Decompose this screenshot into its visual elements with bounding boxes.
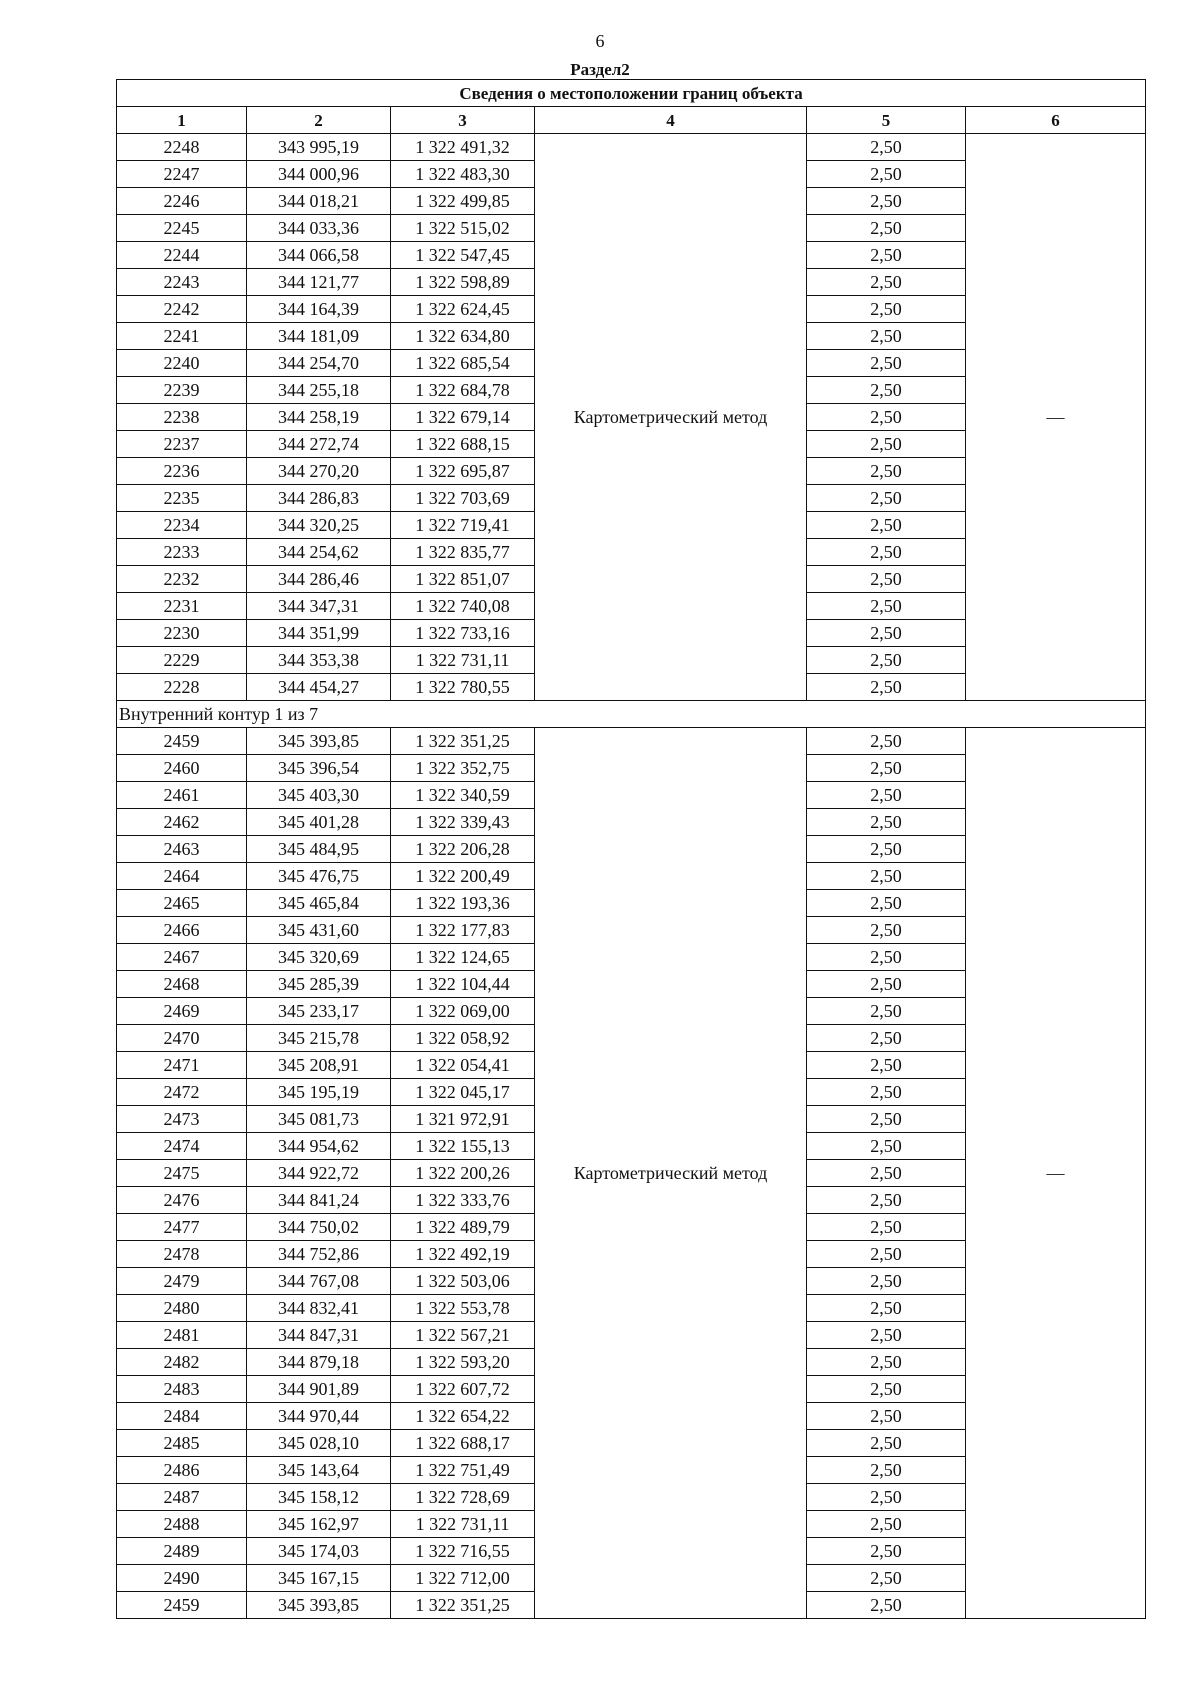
accuracy-value: 2,50 bbox=[807, 1565, 966, 1592]
coordinate-y: 1 322 515,02 bbox=[391, 215, 535, 242]
coordinate-y: 1 322 155,13 bbox=[391, 1133, 535, 1160]
point-number: 2481 bbox=[117, 1322, 247, 1349]
point-number: 2237 bbox=[117, 431, 247, 458]
accuracy-value: 2,50 bbox=[807, 296, 966, 323]
coordinate-x: 345 401,28 bbox=[247, 809, 391, 836]
coordinate-y: 1 322 567,21 bbox=[391, 1322, 535, 1349]
accuracy-value: 2,50 bbox=[807, 917, 966, 944]
coordinate-x: 344 033,36 bbox=[247, 215, 391, 242]
accuracy-value: 2,50 bbox=[807, 242, 966, 269]
coordinate-y: 1 322 200,49 bbox=[391, 863, 535, 890]
coordinate-x: 345 143,64 bbox=[247, 1457, 391, 1484]
coordinate-x: 343 995,19 bbox=[247, 134, 391, 161]
point-number: 2490 bbox=[117, 1565, 247, 1592]
accuracy-value: 2,50 bbox=[807, 1349, 966, 1376]
coordinate-y: 1 322 733,16 bbox=[391, 620, 535, 647]
point-number: 2488 bbox=[117, 1511, 247, 1538]
method-cell: Картометрический метод bbox=[535, 134, 807, 701]
accuracy-value: 2,50 bbox=[807, 512, 966, 539]
point-number: 2239 bbox=[117, 377, 247, 404]
coordinate-x: 344 258,19 bbox=[247, 404, 391, 431]
point-number: 2468 bbox=[117, 971, 247, 998]
accuracy-value: 2,50 bbox=[807, 1241, 966, 1268]
coordinate-x: 345 476,75 bbox=[247, 863, 391, 890]
column-header-4: 4 bbox=[535, 107, 807, 134]
contour-label-row bbox=[117, 701, 1146, 728]
coordinate-y: 1 322 751,49 bbox=[391, 1457, 535, 1484]
coordinate-x: 344 841,24 bbox=[247, 1187, 391, 1214]
accuracy-value: 2,50 bbox=[807, 161, 966, 188]
point-number: 2465 bbox=[117, 890, 247, 917]
point-number: 2459 bbox=[117, 728, 247, 755]
coordinate-x: 344 272,74 bbox=[247, 431, 391, 458]
table-caption: Сведения о местоположении границ объекта bbox=[117, 80, 1146, 107]
coordinate-y: 1 322 340,59 bbox=[391, 782, 535, 809]
coordinate-y: 1 322 200,26 bbox=[391, 1160, 535, 1187]
accuracy-value: 2,50 bbox=[807, 728, 966, 755]
point-number: 2471 bbox=[117, 1052, 247, 1079]
accuracy-value: 2,50 bbox=[807, 1106, 966, 1133]
coordinate-x: 344 752,86 bbox=[247, 1241, 391, 1268]
column-6-cell: — bbox=[966, 134, 1146, 701]
accuracy-value: 2,50 bbox=[807, 1592, 966, 1619]
accuracy-value: 2,50 bbox=[807, 1376, 966, 1403]
coordinate-x: 344 353,38 bbox=[247, 647, 391, 674]
accuracy-value: 2,50 bbox=[807, 1160, 966, 1187]
page-number: 6 bbox=[595, 31, 605, 51]
column-6-cell: — bbox=[966, 728, 1146, 1619]
coordinate-x: 345 285,39 bbox=[247, 971, 391, 998]
boundary-coordinates-table bbox=[116, 79, 1146, 1619]
accuracy-value: 2,50 bbox=[807, 1484, 966, 1511]
point-number: 2486 bbox=[117, 1457, 247, 1484]
coordinate-y: 1 322 333,76 bbox=[391, 1187, 535, 1214]
coordinate-x: 345 162,97 bbox=[247, 1511, 391, 1538]
coordinate-y: 1 322 695,87 bbox=[391, 458, 535, 485]
coordinate-x: 345 081,73 bbox=[247, 1106, 391, 1133]
coordinate-x: 344 066,58 bbox=[247, 242, 391, 269]
coordinate-y: 1 322 731,11 bbox=[391, 1511, 535, 1538]
accuracy-value: 2,50 bbox=[807, 755, 966, 782]
coordinate-y: 1 322 352,75 bbox=[391, 755, 535, 782]
accuracy-value: 2,50 bbox=[807, 1430, 966, 1457]
point-number: 2479 bbox=[117, 1268, 247, 1295]
accuracy-value: 2,50 bbox=[807, 1052, 966, 1079]
coordinate-y: 1 322 193,36 bbox=[391, 890, 535, 917]
accuracy-value: 2,50 bbox=[807, 1538, 966, 1565]
coordinate-y: 1 322 684,78 bbox=[391, 377, 535, 404]
coordinate-y: 1 322 499,85 bbox=[391, 188, 535, 215]
point-number: 2246 bbox=[117, 188, 247, 215]
coordinate-y: 1 322 634,80 bbox=[391, 323, 535, 350]
coordinate-x: 344 832,41 bbox=[247, 1295, 391, 1322]
coordinate-y: 1 322 339,43 bbox=[391, 809, 535, 836]
accuracy-value: 2,50 bbox=[807, 1295, 966, 1322]
accuracy-value: 2,50 bbox=[807, 215, 966, 242]
accuracy-value: 2,50 bbox=[807, 1268, 966, 1295]
coordinate-y: 1 322 835,77 bbox=[391, 539, 535, 566]
coordinate-y: 1 322 058,92 bbox=[391, 1025, 535, 1052]
coordinate-x: 345 403,30 bbox=[247, 782, 391, 809]
coordinate-y: 1 322 503,06 bbox=[391, 1268, 535, 1295]
accuracy-value: 2,50 bbox=[807, 863, 966, 890]
coordinate-x: 344 018,21 bbox=[247, 188, 391, 215]
point-number: 2475 bbox=[117, 1160, 247, 1187]
coordinate-x: 344 254,62 bbox=[247, 539, 391, 566]
coordinate-x: 345 465,84 bbox=[247, 890, 391, 917]
accuracy-value: 2,50 bbox=[807, 1457, 966, 1484]
coordinate-x: 344 255,18 bbox=[247, 377, 391, 404]
point-number: 2489 bbox=[117, 1538, 247, 1565]
accuracy-value: 2,50 bbox=[807, 1322, 966, 1349]
coordinate-y: 1 322 069,00 bbox=[391, 998, 535, 1025]
coordinate-y: 1 322 351,25 bbox=[391, 1592, 535, 1619]
accuracy-value: 2,50 bbox=[807, 566, 966, 593]
point-number: 2245 bbox=[117, 215, 247, 242]
coordinate-y: 1 322 489,79 bbox=[391, 1214, 535, 1241]
coordinate-y: 1 322 740,08 bbox=[391, 593, 535, 620]
coordinate-y: 1 322 492,19 bbox=[391, 1241, 535, 1268]
accuracy-value: 2,50 bbox=[807, 1025, 966, 1052]
coordinate-x: 345 484,95 bbox=[247, 836, 391, 863]
point-number: 2236 bbox=[117, 458, 247, 485]
coordinate-x: 344 286,46 bbox=[247, 566, 391, 593]
coordinate-x: 344 164,39 bbox=[247, 296, 391, 323]
accuracy-value: 2,50 bbox=[807, 1403, 966, 1430]
coordinate-x: 344 767,08 bbox=[247, 1268, 391, 1295]
coordinate-y: 1 322 054,41 bbox=[391, 1052, 535, 1079]
coordinate-y: 1 322 712,00 bbox=[391, 1565, 535, 1592]
coordinate-y: 1 322 685,54 bbox=[391, 350, 535, 377]
coordinate-x: 344 351,99 bbox=[247, 620, 391, 647]
coordinate-x: 344 121,77 bbox=[247, 269, 391, 296]
point-number: 2232 bbox=[117, 566, 247, 593]
point-number: 2464 bbox=[117, 863, 247, 890]
accuracy-value: 2,50 bbox=[807, 431, 966, 458]
coordinate-x: 344 922,72 bbox=[247, 1160, 391, 1187]
coordinate-y: 1 322 483,30 bbox=[391, 161, 535, 188]
coordinate-y: 1 322 654,22 bbox=[391, 1403, 535, 1430]
point-number: 2463 bbox=[117, 836, 247, 863]
point-number: 2235 bbox=[117, 485, 247, 512]
accuracy-value: 2,50 bbox=[807, 593, 966, 620]
accuracy-value: 2,50 bbox=[807, 323, 966, 350]
coordinate-y: 1 321 972,91 bbox=[391, 1106, 535, 1133]
coordinate-y: 1 322 703,69 bbox=[391, 485, 535, 512]
coordinate-x: 345 233,17 bbox=[247, 998, 391, 1025]
coordinate-x: 345 167,15 bbox=[247, 1565, 391, 1592]
coordinate-y: 1 322 851,07 bbox=[391, 566, 535, 593]
table-row bbox=[117, 134, 1146, 161]
point-number: 2487 bbox=[117, 1484, 247, 1511]
point-number: 2480 bbox=[117, 1295, 247, 1322]
coordinate-y: 1 322 045,17 bbox=[391, 1079, 535, 1106]
point-number: 2472 bbox=[117, 1079, 247, 1106]
coordinate-x: 344 901,89 bbox=[247, 1376, 391, 1403]
coordinate-y: 1 322 780,55 bbox=[391, 674, 535, 701]
method-cell: Картометрический метод bbox=[535, 728, 807, 1619]
coordinate-x: 345 208,91 bbox=[247, 1052, 391, 1079]
accuracy-value: 2,50 bbox=[807, 1187, 966, 1214]
point-number: 2247 bbox=[117, 161, 247, 188]
point-number: 2231 bbox=[117, 593, 247, 620]
coordinate-y: 1 322 598,89 bbox=[391, 269, 535, 296]
coordinate-y: 1 322 624,45 bbox=[391, 296, 535, 323]
coordinate-x: 344 970,44 bbox=[247, 1403, 391, 1430]
column-header-row bbox=[117, 107, 1146, 134]
coordinate-x: 344 847,31 bbox=[247, 1322, 391, 1349]
point-number: 2484 bbox=[117, 1403, 247, 1430]
point-number: 2248 bbox=[117, 134, 247, 161]
accuracy-value: 2,50 bbox=[807, 1133, 966, 1160]
column-header-2: 2 bbox=[247, 107, 391, 134]
point-number: 2469 bbox=[117, 998, 247, 1025]
coordinate-x: 345 396,54 bbox=[247, 755, 391, 782]
accuracy-value: 2,50 bbox=[807, 674, 966, 701]
accuracy-value: 2,50 bbox=[807, 269, 966, 296]
coordinate-x: 344 270,20 bbox=[247, 458, 391, 485]
coordinate-y: 1 322 688,17 bbox=[391, 1430, 535, 1457]
coordinate-x: 344 750,02 bbox=[247, 1214, 391, 1241]
point-number: 2234 bbox=[117, 512, 247, 539]
coordinate-y: 1 322 177,83 bbox=[391, 917, 535, 944]
coordinate-x: 344 254,70 bbox=[247, 350, 391, 377]
accuracy-value: 2,50 bbox=[807, 647, 966, 674]
coordinate-y: 1 322 728,69 bbox=[391, 1484, 535, 1511]
table-body bbox=[117, 134, 1146, 1619]
point-number: 2228 bbox=[117, 674, 247, 701]
coordinate-x: 344 320,25 bbox=[247, 512, 391, 539]
coordinate-y: 1 322 124,65 bbox=[391, 944, 535, 971]
point-number: 2238 bbox=[117, 404, 247, 431]
accuracy-value: 2,50 bbox=[807, 458, 966, 485]
point-number: 2233 bbox=[117, 539, 247, 566]
coordinate-x: 344 879,18 bbox=[247, 1349, 391, 1376]
coordinate-x: 345 195,19 bbox=[247, 1079, 391, 1106]
coordinate-x: 344 181,09 bbox=[247, 323, 391, 350]
point-number: 2244 bbox=[117, 242, 247, 269]
accuracy-value: 2,50 bbox=[807, 1079, 966, 1106]
coordinate-x: 344 454,27 bbox=[247, 674, 391, 701]
point-number: 2230 bbox=[117, 620, 247, 647]
point-number: 2478 bbox=[117, 1241, 247, 1268]
point-number: 2474 bbox=[117, 1133, 247, 1160]
point-number: 2241 bbox=[117, 323, 247, 350]
coordinate-y: 1 322 731,11 bbox=[391, 647, 535, 674]
point-number: 2485 bbox=[117, 1430, 247, 1457]
table-row bbox=[117, 728, 1146, 755]
accuracy-value: 2,50 bbox=[807, 971, 966, 998]
column-header-1: 1 bbox=[117, 107, 247, 134]
coordinate-x: 344 286,83 bbox=[247, 485, 391, 512]
point-number: 2461 bbox=[117, 782, 247, 809]
accuracy-value: 2,50 bbox=[807, 350, 966, 377]
point-number: 2482 bbox=[117, 1349, 247, 1376]
coordinate-x: 344 954,62 bbox=[247, 1133, 391, 1160]
contour-label: Внутренний контур 1 из 7 bbox=[117, 701, 1146, 728]
accuracy-value: 2,50 bbox=[807, 620, 966, 647]
accuracy-value: 2,50 bbox=[807, 890, 966, 917]
section-title: Раздел2 bbox=[570, 60, 630, 79]
point-number: 2473 bbox=[117, 1106, 247, 1133]
accuracy-value: 2,50 bbox=[807, 485, 966, 512]
coordinate-y: 1 322 719,41 bbox=[391, 512, 535, 539]
point-number: 2243 bbox=[117, 269, 247, 296]
coordinate-x: 345 431,60 bbox=[247, 917, 391, 944]
accuracy-value: 2,50 bbox=[807, 836, 966, 863]
point-number: 2459 bbox=[117, 1592, 247, 1619]
coordinate-y: 1 322 593,20 bbox=[391, 1349, 535, 1376]
column-header-3: 3 bbox=[391, 107, 535, 134]
column-header-5: 5 bbox=[807, 107, 966, 134]
point-number: 2460 bbox=[117, 755, 247, 782]
accuracy-value: 2,50 bbox=[807, 998, 966, 1025]
accuracy-value: 2,50 bbox=[807, 1511, 966, 1538]
accuracy-value: 2,50 bbox=[807, 782, 966, 809]
coordinate-y: 1 322 351,25 bbox=[391, 728, 535, 755]
point-number: 2466 bbox=[117, 917, 247, 944]
coordinate-x: 345 215,78 bbox=[247, 1025, 391, 1052]
coordinate-x: 345 028,10 bbox=[247, 1430, 391, 1457]
point-number: 2229 bbox=[117, 647, 247, 674]
accuracy-value: 2,50 bbox=[807, 1214, 966, 1241]
coordinate-y: 1 322 607,72 bbox=[391, 1376, 535, 1403]
coordinate-x: 344 347,31 bbox=[247, 593, 391, 620]
point-number: 2476 bbox=[117, 1187, 247, 1214]
accuracy-value: 2,50 bbox=[807, 944, 966, 971]
point-number: 2467 bbox=[117, 944, 247, 971]
coordinate-y: 1 322 688,15 bbox=[391, 431, 535, 458]
accuracy-value: 2,50 bbox=[807, 404, 966, 431]
point-number: 2462 bbox=[117, 809, 247, 836]
accuracy-value: 2,50 bbox=[807, 134, 966, 161]
coordinate-y: 1 322 547,45 bbox=[391, 242, 535, 269]
accuracy-value: 2,50 bbox=[807, 377, 966, 404]
coordinate-y: 1 322 553,78 bbox=[391, 1295, 535, 1322]
accuracy-value: 2,50 bbox=[807, 539, 966, 566]
point-number: 2242 bbox=[117, 296, 247, 323]
coordinate-y: 1 322 679,14 bbox=[391, 404, 535, 431]
coordinate-y: 1 322 104,44 bbox=[391, 971, 535, 998]
coordinate-x: 344 000,96 bbox=[247, 161, 391, 188]
coordinate-x: 345 158,12 bbox=[247, 1484, 391, 1511]
accuracy-value: 2,50 bbox=[807, 809, 966, 836]
coordinate-x: 345 393,85 bbox=[247, 1592, 391, 1619]
coordinate-y: 1 322 491,32 bbox=[391, 134, 535, 161]
coordinate-y: 1 322 206,28 bbox=[391, 836, 535, 863]
point-number: 2470 bbox=[117, 1025, 247, 1052]
coordinate-y: 1 322 716,55 bbox=[391, 1538, 535, 1565]
coordinate-x: 345 393,85 bbox=[247, 728, 391, 755]
accuracy-value: 2,50 bbox=[807, 188, 966, 215]
coordinate-x: 345 174,03 bbox=[247, 1538, 391, 1565]
point-number: 2477 bbox=[117, 1214, 247, 1241]
point-number: 2240 bbox=[117, 350, 247, 377]
column-header-6: 6 bbox=[966, 107, 1146, 134]
coordinate-x: 345 320,69 bbox=[247, 944, 391, 971]
point-number: 2483 bbox=[117, 1376, 247, 1403]
